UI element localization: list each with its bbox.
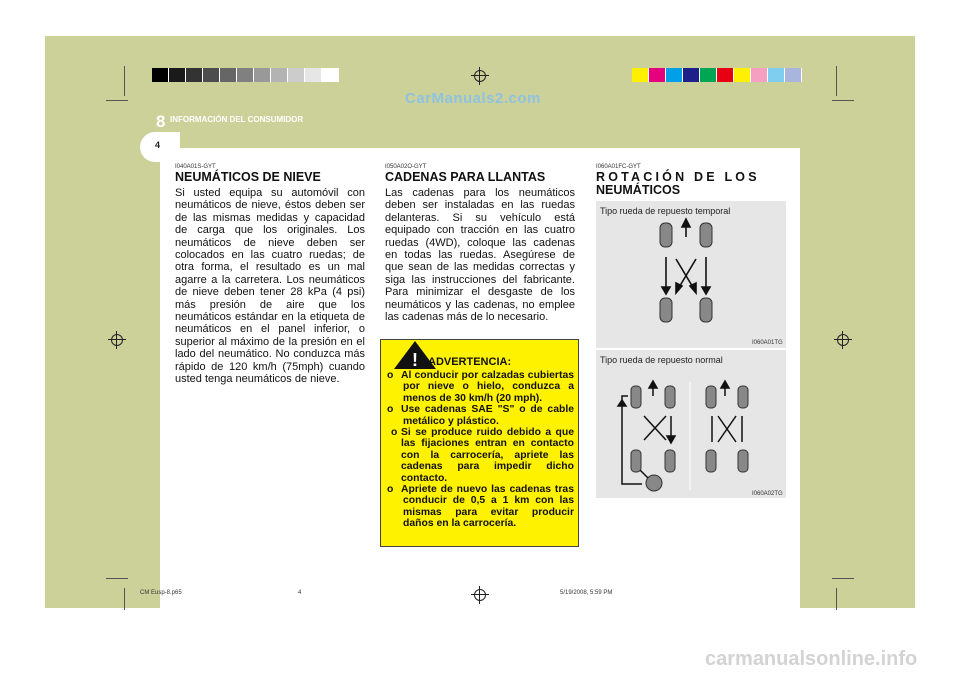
figure-caption: Tipo rueda de repuesto normal [600, 355, 723, 365]
color-swatch [700, 68, 717, 82]
section-tire-chains [385, 164, 575, 323]
color-swatch [649, 68, 666, 82]
color-swatch [768, 68, 785, 82]
warning-item: o Al conducir por calzadas cubiertas por nieve o hielo, conduzca a menos de 30 km/h (20 mph). [387, 370, 574, 404]
color-swatch [254, 68, 271, 82]
color-swatch [322, 68, 339, 82]
section-title: CADENAS PARA LLANTAS [385, 170, 546, 184]
color-swatch [632, 68, 649, 82]
color-swatch [186, 68, 203, 82]
section-body: Si usted equipa su automóvil con neumáticos de nieve, éstos deben ser de las mismas medidas y capacidad de carga que los originales. Los neumáticos de nieve deben ser colocados en las cuatro ruedas; de otra forma, el resultado es un mal agarre a la carretera. Los neumáticos de nieve deben tener 28 kPa (4 psi) más presión de aire que los neumáticos estándar en la etiqueta de neumáticos en el panel inferior, o superior al máximo de la presión en el lado del neumático. No conduzca más rápido de 120 km/h (75mph) cuando usted tenga neumáticos de nieve. [175, 187, 365, 386]
crop-mark [832, 100, 854, 101]
crop-mark [106, 100, 128, 101]
crop-mark [832, 578, 854, 579]
registration-mark-icon [108, 331, 126, 349]
section-code: I060A01FC-GYT [596, 164, 641, 170]
color-swatch [666, 68, 683, 82]
color-swatch [751, 68, 768, 82]
rotation-diagram-normal [596, 350, 786, 498]
crop-mark [836, 66, 837, 96]
footer-file: CM Eusp-8.p65 [140, 590, 182, 596]
color-swatch [169, 68, 186, 82]
color-swatch [785, 68, 802, 82]
warning-mark: ! [412, 350, 418, 370]
color-swatch [237, 68, 254, 82]
color-swatch-bar [632, 68, 802, 82]
watermark-top: CarManuals2.com [405, 90, 541, 107]
warning-title: ADVERTENCIA: [428, 356, 512, 368]
color-swatch [152, 68, 169, 82]
registration-mark-icon [471, 67, 489, 85]
warning-item: o Use cadenas SAE "S" o de cable metálico y plástico. [387, 404, 574, 427]
crop-mark [124, 588, 125, 610]
color-swatch [717, 68, 734, 82]
color-swatch [683, 68, 700, 82]
grayscale-swatch-bar [152, 68, 339, 82]
figure-caption: Tipo rueda de repuesto temporal [600, 206, 731, 216]
warning-list [387, 370, 574, 530]
figure-code: I060A02TG [752, 491, 783, 497]
watermark-bottom: carmanualsonline.info [705, 648, 918, 670]
section-body: Las cadenas para los neumáticos deben ser instaladas en las ruedas delanteras. Si su vehículo está equipado con tracción en las cuatro ruedas (4WD), coloque las cadenas en todas las ruedas. Asegúrese de que sean de las medidas correctas y siga las instrucciones del fabricante. Para minimizar el desgaste de los neumáticos y las cadenas, no emplee las cadenas más de lo necesario. [385, 187, 575, 324]
warning-item: o Apriete de nuevo las cadenas tras conducir de 0,5 a 1 km con las mismas para evitar producir daños en la carrocería. [387, 484, 574, 530]
figure-code: I060A01TG [752, 340, 783, 346]
crop-mark [836, 588, 837, 610]
section-title: ROTACIÓN DE LOS [596, 170, 760, 184]
section-code: I040A01S-GYT [175, 164, 216, 170]
crop-mark [106, 578, 128, 579]
section-title-line2: NEUMÁTICOS [596, 183, 681, 197]
footer-date: 5/19/2008, 5:59 PM [560, 590, 613, 596]
color-swatch [288, 68, 305, 82]
warning-box [380, 339, 579, 547]
page-number: 4 [155, 140, 161, 150]
color-swatch [734, 68, 751, 82]
section-title: NEUMÁTICOS DE NIEVE [175, 170, 321, 184]
chapter-title: INFORMACIÓN DEL CONSUMIDOR [170, 115, 304, 124]
footer-page: 4 [298, 590, 302, 596]
color-swatch [305, 68, 322, 82]
section-tire-rotation [596, 164, 786, 200]
color-swatch [203, 68, 220, 82]
section-snow-tires [175, 164, 365, 386]
rotation-diagram-temporary [596, 201, 786, 348]
registration-mark-icon [834, 331, 852, 349]
registration-mark-icon [471, 586, 489, 604]
color-swatch [220, 68, 237, 82]
crop-mark [124, 66, 125, 96]
section-code: I050A02O-GYT [385, 164, 427, 170]
chapter-number: 8 [156, 112, 166, 131]
color-swatch [271, 68, 288, 82]
warning-item: o Si se produce ruido debido a que las fijaciones entran en contacto con la carrocería, apriete las cadenas para impedir dicho contacto. [391, 427, 574, 484]
